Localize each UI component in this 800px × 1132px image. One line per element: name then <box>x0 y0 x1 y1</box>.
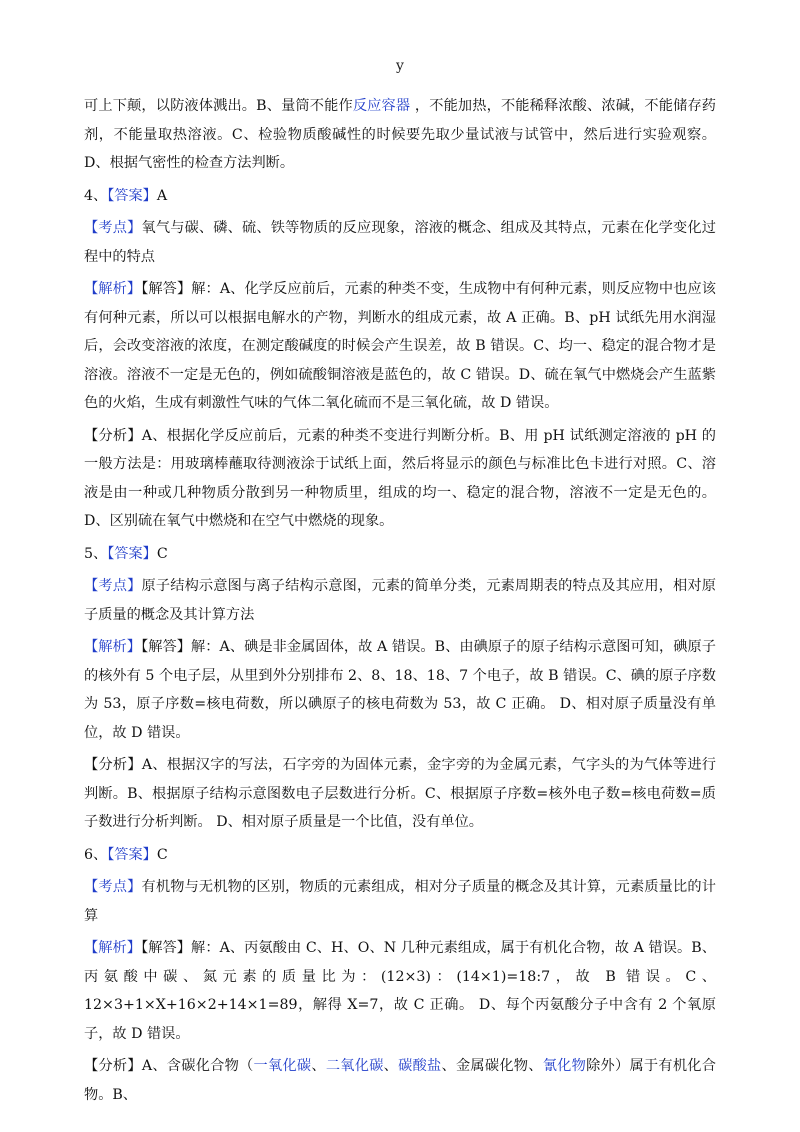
fenxi-prefix: 【分析】A、含碳化合物（ <box>84 1058 254 1074</box>
question-5-answer <box>84 540 716 569</box>
answer-value: A <box>156 187 168 204</box>
jiexi-tag: 【解析】 <box>84 639 142 655</box>
kaodian-tag: 【考点】 <box>84 220 142 236</box>
document-body <box>84 92 716 1113</box>
text: ，不能加热，不能稀释浓酸、浓碱，不能储存药剂，不能量取热溶液。C、检验物质酸碱性的时候要先取少量试液与试管中，然后进行实验观察。D、根据气密性的检查方法判断。 <box>84 98 716 171</box>
fenxi-suffix: 除外）属于有机化合物。B、 <box>84 1058 716 1103</box>
carbon-dioxide-link[interactable]: 二氧化碳 <box>325 1058 384 1074</box>
question-6-jiexi <box>84 934 716 1048</box>
answer-tag: 【答案】 <box>107 545 157 562</box>
question-6-fenxi <box>84 1052 716 1109</box>
kaodian-tag: 【考点】 <box>84 578 142 594</box>
question-6-kaodian <box>84 873 716 930</box>
carbonate-link[interactable]: 碳酸盐 <box>398 1058 442 1074</box>
separator: 、 <box>383 1058 399 1074</box>
jiexi-tag: 【解析】 <box>84 940 142 956</box>
kaodian-text: 氧气与碳、磷、硫、铁等物质的反应现象，溶液的概念、组成及其特点，元素在化学变化过程中的特点 <box>84 220 716 265</box>
question-4-fenxi: 【分析】A、根据化学反应前后，元素的种类不变进行判断分析。B、用 pH 试纸测定溶液的 pH 的一般方法是：用玻璃棒蘸取待测液涂于试纸上面，然后将显示的颜色与标准比色卡进行对照。C、溶液是由一种或几种物质分散到另一种物质里，组成的均一、稳定的混合物，溶液不一定是无色的。D、区别硫在氧气中燃烧和在空气中燃烧的现象。 <box>84 427 716 529</box>
question-4-jiexi <box>84 275 716 418</box>
question-number: 4、 <box>84 187 108 204</box>
question-number: 6、 <box>84 846 108 863</box>
kaodian-text: 原子结构示意图与离子结构示意图，元素的简单分类，元素周期表的特点及其应用，相对原子质量的概念及其计算方法 <box>84 578 716 623</box>
carbon-monoxide-link[interactable]: 一氧化碳 <box>253 1058 312 1074</box>
jiexi-text: 【解答】解：A、丙氨酸由 C、H、O、N 几种元素组成，属于有机化合物，故 A 错误。B、丙氨酸中碳、氮元素的质量比为：(12×3)：(14×1)=18:7，故 B 错误。C、12×3+1×X+16×2+14×1=89，解得 X=7，故 C 正确。 D、每个丙氨酸分子中含有 2 个氧原子，故 D 错误。 <box>84 940 716 1042</box>
jiexi-text: 【解答】解：A、化学反应前后，元素的种类不变，生成物中有何种元素，则反应物中也应该有何种元素，所以可以根据电解水的产物，判断水的组成元素，故 A 正确。B、pH 试纸先用水润湿后，会改变溶液的浓度，在测定酸碱度的时候会产生误差，故 B 错误。C、均一、稳定的混合物才是溶液。溶液不一定是无色的，例如硫酸铜溶液是蓝色的，故 C 错误。D、硫在氧气中燃烧会产生蓝紫色的火焰，生成有刺激性气味的气体二氧化硫而不是三氧化硫，故 D 错误。 <box>84 281 716 411</box>
answer-tag: 【答案】 <box>107 846 157 863</box>
cyanide-link[interactable]: 氰化物 <box>542 1058 587 1074</box>
question-4-kaodian <box>84 214 716 271</box>
separator: 、 <box>311 1058 326 1074</box>
answer-tag: 【答案】 <box>107 187 157 204</box>
question-4-answer <box>84 182 716 211</box>
question-5-kaodian <box>84 572 716 629</box>
page-header: y <box>396 58 404 74</box>
jiexi-tag: 【解析】 <box>84 281 142 297</box>
question-5-fenxi: 【分析】A、根据汉字的写法，石字旁的为固体元素，金字旁的为金属元素，气字头的为气体等进行判断。B、根据原子结构示意图数电子层数进行分析。C、根据原子序数=核外电子数=核电荷数=质子数进行分析判断。 D、相对原子质量是一个比值，没有单位。 <box>84 757 716 830</box>
answer-value: C <box>156 846 168 863</box>
text: 可上下颠，以防液体溅出。B、量筒不能作 <box>84 98 353 114</box>
fenxi-middle: 、金属碳化物、 <box>441 1058 543 1074</box>
reaction-container-link[interactable]: 反应容器 <box>352 98 411 114</box>
kaodian-tag: 【考点】 <box>84 879 142 895</box>
answer-value: C <box>156 545 168 562</box>
kaodian-text: 有机物与无机物的区别，物质的元素组成，相对分子质量的概念及其计算，元素质量比的计算 <box>84 879 716 924</box>
question-6-answer <box>84 841 716 870</box>
question-number: 5、 <box>84 545 108 562</box>
question-5-jiexi <box>84 633 716 747</box>
jiexi-text: 【解答】解：A、碘是非金属固体，故 A 错误。B、由碘原子的原子结构示意图可知，碘原子的核外有 5 个电子层，从里到外分别排布 2、8、18、18、7 个电子，故 B 错误。C、碘的原子序数为 53，原子序数=核电荷数，所以碘原子的核电荷数为 53，故 C 正确。 D、相对原子质量没有单位，故 D 错误。 <box>84 639 716 741</box>
paragraph-continuation <box>84 92 716 178</box>
